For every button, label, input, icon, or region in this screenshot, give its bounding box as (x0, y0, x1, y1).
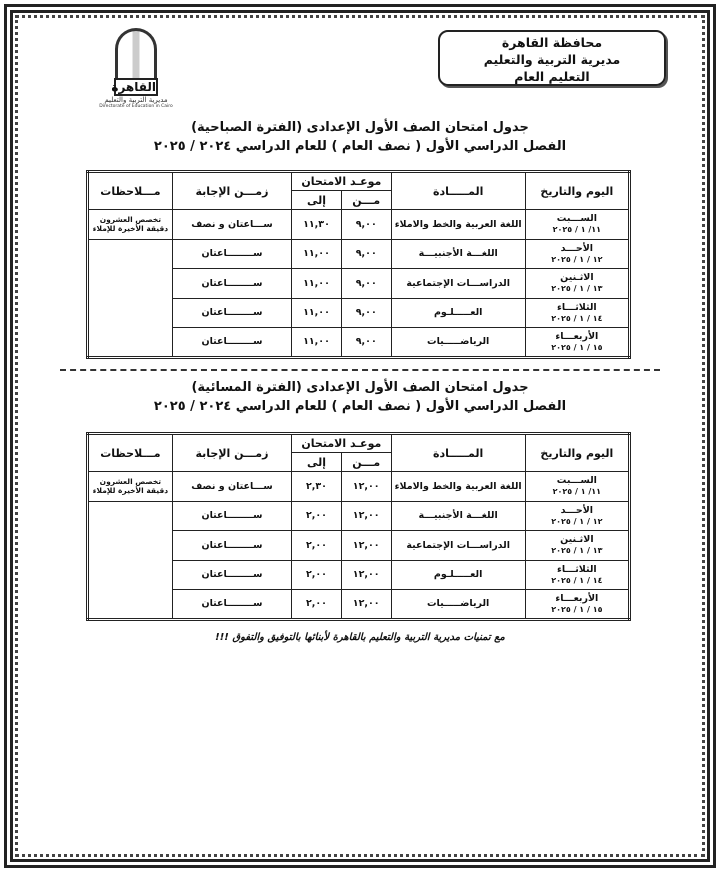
duration: ســــــــاعتان (172, 531, 291, 561)
col-notes: مـــلاحظات (88, 434, 173, 472)
to-time: ١١,٠٠ (292, 269, 342, 299)
col-day: اليوم والتاريخ (525, 434, 629, 472)
notes-empty (88, 239, 173, 357)
notes: تخصص العشرون دقيقة الأخيرة للإملاء (88, 210, 173, 240)
subject: اللغـــة الأجنبيـــة (391, 239, 525, 269)
notes-empty (88, 501, 173, 619)
day: الثلاثـــاء (557, 563, 597, 575)
day: الأربعـــاء (555, 592, 599, 604)
from-time: ٩,٠٠ (341, 269, 391, 299)
duration: ســـاعتان و نصف (172, 472, 291, 502)
duration: ســــــــاعتان (172, 590, 291, 620)
to-time: ١١,٠٠ (292, 239, 342, 269)
from-time: ١٢,٠٠ (341, 531, 391, 561)
notes: تخصص العشرون دقيقة الأخيرة للإملاء (88, 472, 173, 502)
col-subject: المـــــادة (391, 434, 525, 472)
morning-subtitle: الفصل الدراسي الأول ( نصف العام ) للعام الدراسي ٢٠٢٤ / ٢٠٢٥ (153, 139, 567, 154)
subject: الرياضـــــيات (391, 328, 525, 358)
day: الأحـــد (560, 242, 594, 254)
date: ١٣ / ١ / ٢٠٢٥ (551, 284, 603, 294)
subject: العـــــلـوم (391, 560, 525, 590)
col-schedule: موعـد الامتحان (292, 172, 392, 191)
subject: اللغـــة الأجنبيـــة (391, 501, 525, 531)
date: ١٢ / ١ / ٢٠٢٥ (551, 254, 603, 264)
col-from: مـــن (341, 191, 391, 210)
col-schedule: موعـد الامتحان (292, 434, 391, 453)
duration: ســــــــاعتان (172, 298, 291, 328)
day-cell (525, 269, 629, 299)
duration: ســــــــاعتان (172, 239, 291, 269)
to-time: ١١,٠٠ (292, 328, 342, 358)
to-time: ١١,٠٠ (292, 298, 342, 328)
day-cell (525, 298, 629, 328)
subject: الدراســـات الإجتماعية (391, 531, 525, 561)
from-time: ٩,٠٠ (341, 298, 391, 328)
col-to: إلى (292, 191, 342, 210)
directorate: مديرية التربية والتعليم (483, 52, 621, 67)
to-time: ٢,٠٠ (292, 501, 342, 531)
to-time: ١١,٣٠ (292, 210, 342, 240)
evening-title: جدول امتحان الصف الأول الإعدادى (الفترة المسائية) (191, 380, 529, 395)
date: ١٢ / ١ / ٢٠٢٥ (551, 516, 603, 526)
col-notes: مـــلاحظات (88, 172, 173, 210)
department: التعليم العام (514, 69, 590, 84)
logo-arabic: مديرية التربية والتعليم (104, 96, 168, 104)
from-time: ١٢,٠٠ (341, 472, 391, 502)
date: ١٤ / ١ / ٢٠٢٥ (551, 575, 603, 585)
table-row (88, 210, 630, 240)
col-day: اليوم والتاريخ (525, 172, 629, 210)
date: ١٣ / ١ / ٢٠٢٥ (551, 546, 603, 556)
day: الأربعـــاء (555, 330, 599, 342)
from-time: ٩,٠٠ (341, 239, 391, 269)
to-time: ٢,٠٠ (292, 560, 342, 590)
col-duration: زمـــن الإجابة (172, 172, 291, 210)
col-subject: المـــــادة (391, 172, 525, 210)
from-time: ١٢,٠٠ (341, 560, 391, 590)
day-cell (525, 501, 629, 531)
header-box (438, 30, 666, 86)
duration: ســــــــاعتان (172, 269, 291, 299)
subject: اللغة العربية والخط والاملاء (391, 210, 525, 240)
from-time: ٩,٠٠ (341, 210, 391, 240)
divider (60, 369, 660, 371)
table-row (88, 472, 630, 502)
subject: العـــــلـوم (391, 298, 525, 328)
logo-arch-icon (115, 28, 157, 78)
table-row (88, 239, 630, 269)
to-time: ٢,٠٠ (292, 531, 342, 561)
governorate: محافظة القاهرة (501, 35, 603, 50)
duration: ســــــــاعتان (172, 328, 291, 358)
evening-title-block (80, 378, 640, 416)
table-row (88, 501, 630, 531)
to-time: ٢,٠٠ (292, 590, 342, 620)
logo-name: القاهرة (111, 80, 156, 94)
day-cell (525, 239, 629, 269)
date: ١١/ ١ / ٢٠٢٥ (552, 225, 602, 235)
from-time: ١٢,٠٠ (341, 590, 391, 620)
col-from: مـــن (341, 453, 391, 472)
day: الاثـنين (560, 534, 594, 546)
morning-title-block (80, 118, 640, 156)
morning-schedule-table (86, 170, 631, 359)
col-to: إلى (292, 453, 342, 472)
cairo-logo (96, 28, 176, 114)
logo-english: Directorate of Education in Cairo (99, 104, 173, 109)
from-time: ١٢,٠٠ (341, 501, 391, 531)
evening-subtitle: الفصل الدراسي الأول ( نصف العام ) للعام الدراسي ٢٠٢٤ / ٢٠٢٥ (153, 399, 567, 414)
subject: الرياضـــــيات (391, 590, 525, 620)
date: ١١/ ١ / ٢٠٢٥ (552, 487, 602, 497)
day-cell (525, 531, 629, 561)
day: الثلاثـــاء (557, 301, 597, 313)
date: ١٤ / ١ / ٢٠٢٥ (551, 313, 603, 323)
day: الســـبت (556, 475, 597, 487)
date: ١٥ / ١ / ٢٠٢٥ (551, 604, 603, 614)
morning-title: جدول امتحان الصف الأول الإعدادى (الفترة الصباحية) (191, 120, 529, 135)
evening-schedule-table (86, 432, 631, 621)
duration: ســـاعتان و نصف (172, 210, 291, 240)
date: ١٥ / ١ / ٢٠٢٥ (551, 342, 603, 352)
day-cell (525, 210, 629, 240)
from-time: ٩,٠٠ (341, 328, 391, 358)
col-duration: زمـــن الإجابة (172, 434, 291, 472)
day: الاثـنين (560, 272, 594, 284)
to-time: ٢,٣٠ (292, 472, 342, 502)
footer-message: مع تمنيات مديرية التربية والتعليم بالقاهرة لأبنائها بالتوفيق والتفوق !!! (215, 632, 505, 643)
day: الأحـــد (560, 504, 594, 516)
day-cell (525, 560, 629, 590)
day: الســـبت (556, 213, 597, 225)
day-cell (525, 472, 629, 502)
duration: ســــــــاعتان (172, 501, 291, 531)
subject: اللغة العربية والخط والاملاء (391, 472, 525, 502)
duration: ســــــــاعتان (172, 560, 291, 590)
day-cell (525, 328, 629, 358)
day-cell (525, 590, 629, 620)
subject: الدراســـات الإجتماعية (391, 269, 525, 299)
